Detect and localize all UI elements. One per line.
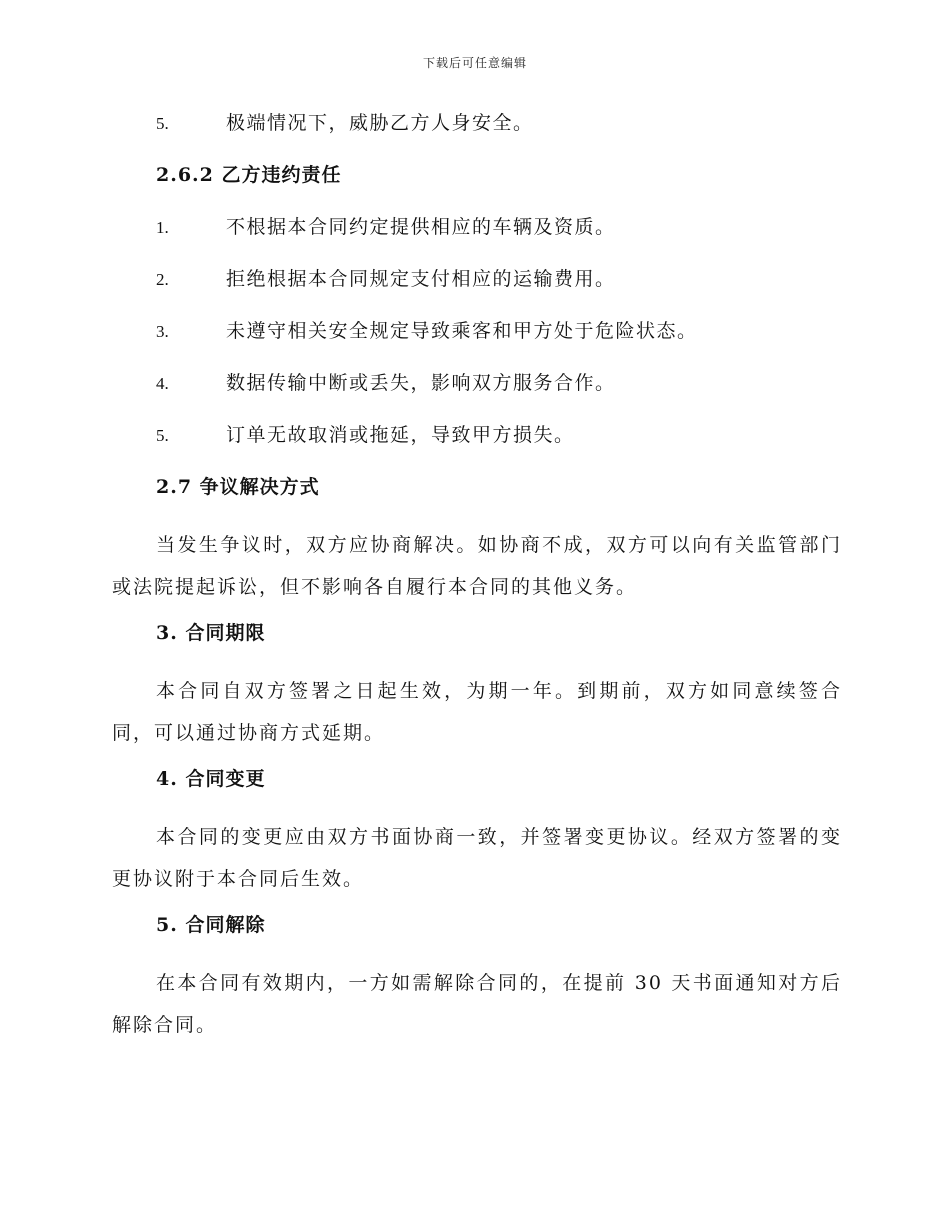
section-heading-contract-term: 3. 合同期限 xyxy=(156,622,266,644)
list-item xyxy=(112,108,842,160)
page-header: 下载后可任意编辑 xyxy=(422,56,527,70)
list-text: 不根据本合同约定提供相应的车辆及资质。 xyxy=(226,216,616,238)
list-number: 4. xyxy=(156,374,169,393)
paragraph-contract-term: 本合同自双方签署之日起生效，为期一年。到期前，双方如同意续签合同，可以通过协商方式延期。 xyxy=(112,680,842,744)
list-text: 数据传输中断或丢失，影响双方服务合作。 xyxy=(226,372,616,394)
section-heading-breach-party-b: 2.6.2 乙方违约责任 xyxy=(156,164,342,186)
list-number: 5. xyxy=(156,426,169,445)
list-item xyxy=(112,212,842,264)
list-item xyxy=(112,316,842,368)
document-body xyxy=(112,108,842,1056)
list-item xyxy=(112,368,842,420)
list-number: 3. xyxy=(156,322,169,341)
paragraph-dispute-resolution: 当发生争议时，双方应协商解决。如协商不成，双方可以向有关监管部门或法院提起诉讼，但不影响各自履行本合同的其他义务。 xyxy=(112,534,842,598)
list-text: 订单无故取消或拖延，导致甲方损失。 xyxy=(226,424,575,446)
list-text: 未遵守相关安全规定导致乘客和甲方处于危险状态。 xyxy=(226,320,698,342)
paragraph-contract-termination: 在本合同有效期内，一方如需解除合同的，在提前 30 天书面通知对方后解除合同。 xyxy=(112,972,842,1036)
list-number: 2. xyxy=(156,270,169,289)
list-number: 1. xyxy=(156,218,169,237)
list-text: 极端情况下，威胁乙方人身安全。 xyxy=(226,112,534,134)
paragraph-contract-change: 本合同的变更应由双方书面协商一致，并签署变更协议。经双方签署的变更协议附于本合同后生效。 xyxy=(112,826,842,890)
list-text: 拒绝根据本合同规定支付相应的运输费用。 xyxy=(226,268,616,290)
list-item xyxy=(112,420,842,472)
section-heading-contract-change: 4. 合同变更 xyxy=(156,768,266,790)
section-heading-dispute-resolution: 2.7 争议解决方式 xyxy=(156,476,320,498)
list-number: 5. xyxy=(156,114,169,133)
list-item xyxy=(112,264,842,316)
section-heading-contract-termination: 5. 合同解除 xyxy=(156,914,266,936)
